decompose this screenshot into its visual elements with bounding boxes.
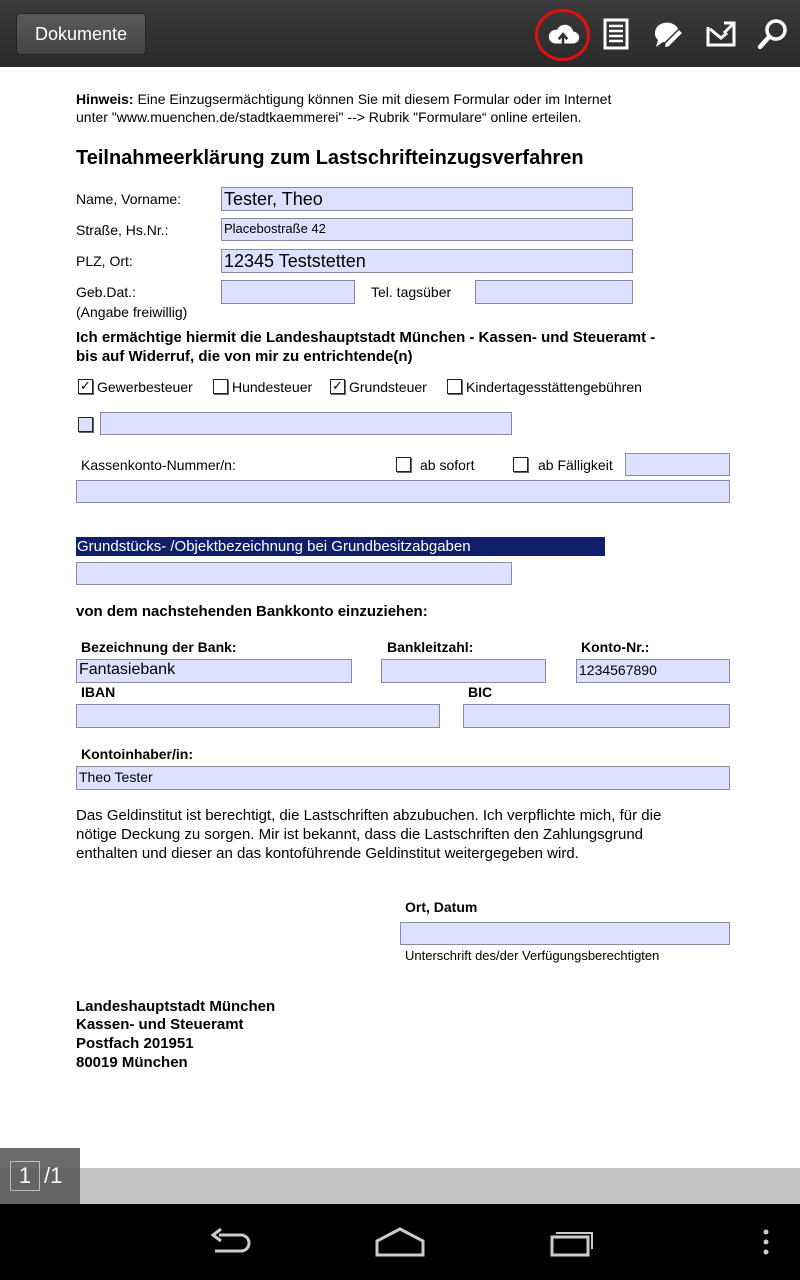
- checkbox-hundesteuer[interactable]: [213, 379, 228, 394]
- documents-button[interactable]: Dokumente: [16, 13, 146, 55]
- checkbox-other[interactable]: [78, 417, 93, 432]
- name-label: Name, Vorname:: [76, 191, 182, 207]
- authorization-line-2: bis auf Widerruf, die von mir zu entrichtende(n): [76, 348, 413, 365]
- overflow-menu-button[interactable]: [736, 1222, 796, 1262]
- back-button[interactable]: [200, 1222, 260, 1262]
- dob-field[interactable]: [221, 280, 355, 304]
- recent-apps-button[interactable]: [541, 1222, 601, 1262]
- address-line-1: Landeshauptstadt München: [76, 998, 276, 1015]
- page-indicator[interactable]: [0, 1148, 80, 1204]
- authorization-line-1: Ich ermächtige hiermit die Landeshauptstadt München - Kassen- und Steueramt -: [76, 329, 656, 346]
- back-icon: [205, 1227, 255, 1257]
- place-date-label: Ort, Datum: [405, 899, 478, 915]
- checkbox-grundsteuer[interactable]: ✓: [330, 379, 345, 394]
- page-strip: [0, 1168, 800, 1204]
- signature-field[interactable]: [400, 922, 730, 945]
- due-date-label: ab Fälligkeit: [538, 457, 613, 473]
- due-date-field[interactable]: [625, 453, 730, 476]
- bank-name-label: Bezeichnung der Bank:: [81, 639, 237, 655]
- street-label: Straße, Hs.Nr.:: [76, 222, 169, 238]
- overflow-menu-icon: [761, 1227, 771, 1257]
- tax-label-kindertagesstaetten: Kindertagesstättengebühren: [466, 379, 642, 395]
- checkbox-immediately[interactable]: [396, 457, 411, 472]
- account-no-field[interactable]: 1234567890: [576, 659, 730, 683]
- note-bold: Hinweis:: [76, 91, 134, 107]
- immediately-label: ab sofort: [420, 457, 475, 473]
- thumbnails-button[interactable]: [594, 12, 638, 56]
- tax-label-grundsteuer: Grundsteuer: [349, 379, 427, 395]
- share-button[interactable]: [699, 12, 743, 56]
- annotate-button[interactable]: [646, 12, 690, 56]
- current-page[interactable]: 1: [10, 1161, 40, 1191]
- phone-field[interactable]: [475, 280, 633, 304]
- signature-label: Unterschrift des/der Verfügungsberechtigten: [405, 948, 660, 963]
- property-field[interactable]: [76, 562, 512, 585]
- bank-code-label: Bankleitzahl:: [387, 639, 474, 655]
- account-number-field[interactable]: [76, 480, 730, 503]
- name-field[interactable]: Tester, Theo: [221, 187, 633, 211]
- street-field[interactable]: Placebostraße 42: [221, 218, 633, 241]
- account-holder-field[interactable]: Theo Tester: [76, 766, 730, 790]
- form-title: Teilnahmeerklärung zum Lastschrifteinzugsverfahren: [76, 147, 584, 169]
- system-navigation-bar: [0, 1204, 800, 1280]
- debit-heading: von dem nachstehenden Bankkonto einzuziehen:: [76, 603, 428, 620]
- pdf-page: [0, 67, 800, 1168]
- address-line-2: Kassen- und Steueramt: [76, 1016, 244, 1033]
- account-number-label: Kassenkonto-Nummer/n:: [81, 457, 236, 473]
- thumbnails-icon: [599, 17, 633, 51]
- cloud-upload-button[interactable]: [535, 9, 590, 61]
- cloud-upload-icon: [546, 18, 580, 52]
- city-label: PLZ, Ort:: [76, 253, 133, 269]
- tax-label-hundesteuer: Hundesteuer: [232, 379, 313, 395]
- phone-label: Tel. tagsüber: [371, 284, 452, 300]
- search-icon: [756, 17, 790, 51]
- city-field[interactable]: 12345 Teststetten: [221, 249, 633, 273]
- home-icon: [373, 1227, 427, 1257]
- note-text: Eine Einzugsermächtigung können Sie mit diesem Formular oder im Internet: [133, 91, 612, 107]
- property-section-header: Grundstücks- /Objektbezeichnung bei Grundbesitzabgaben: [76, 537, 605, 556]
- home-button[interactable]: [370, 1222, 430, 1262]
- consent-line-2: nötige Deckung zu sorgen. Mir ist bekannt, dass die Lastschriften den Zahlungsgrund: [76, 826, 643, 843]
- consent-line-3: enthalten und dieser an das kontoführende Geldinstitut weitergegeben wird.: [76, 845, 579, 862]
- total-pages: /1: [44, 1163, 63, 1188]
- checkbox-due-date[interactable]: [513, 457, 528, 472]
- checkbox-gewerbesteuer[interactable]: ✓: [78, 379, 93, 394]
- note-line-2: unter "www.muenchen.de/stadtkaemmerei" --> Rubrik "Formulare“ online erteilen.: [76, 109, 582, 125]
- action-bar: [0, 0, 800, 67]
- account-holder-label: Kontoinhaber/in:: [81, 746, 193, 762]
- checkbox-kindertagesstaetten[interactable]: [447, 379, 462, 394]
- recent-apps-icon: [546, 1227, 596, 1257]
- consent-line-1: Das Geldinstitut ist berechtigt, die Lastschriften abzubuchen. Ich verpflichte mich, für die: [76, 807, 662, 824]
- iban-field[interactable]: [76, 704, 440, 728]
- address-line-4: 80019 München: [76, 1054, 188, 1071]
- bic-label: BIC: [468, 684, 493, 700]
- bank-code-field[interactable]: [381, 659, 546, 683]
- dob-note: (Angabe freiwillig): [76, 304, 188, 320]
- bank-name-field[interactable]: Fantasiebank: [76, 659, 352, 683]
- iban-label: IBAN: [81, 684, 116, 700]
- dob-label: Geb.Dat.:: [76, 284, 136, 300]
- other-tax-field[interactable]: [100, 412, 512, 435]
- tax-label-gewerbesteuer: Gewerbesteuer: [97, 379, 193, 395]
- address-line-3: Postfach 201951: [76, 1035, 194, 1052]
- share-icon: [704, 17, 738, 51]
- bic-field[interactable]: [463, 704, 730, 728]
- search-button[interactable]: [751, 12, 795, 56]
- annotate-icon: [651, 17, 685, 51]
- account-no-label: Konto-Nr.:: [581, 639, 650, 655]
- note-line-1: [76, 91, 611, 108]
